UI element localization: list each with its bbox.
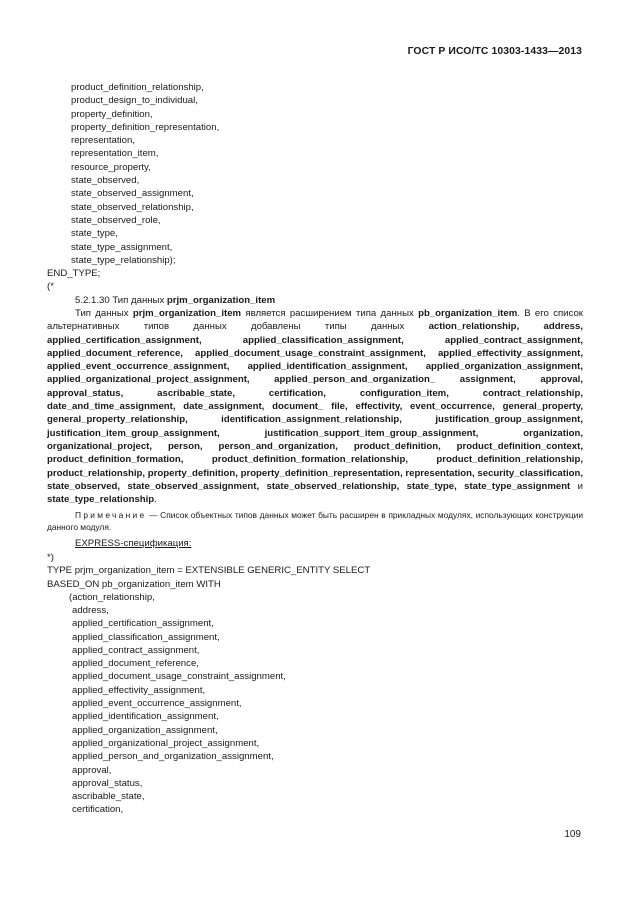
standard-header: ГОСТ Р ИСО/ТС 10303-1433—2013 [407,46,582,57]
list-item: applied_organizational_project_assignment, [72,737,260,749]
list-item: state_observed_relationship, [71,201,194,213]
list-item: representation, [71,135,135,147]
list-item: state_observed, [71,175,140,187]
end-type-line: END_TYPE; [47,268,101,280]
list-item: state_observed_assignment, [71,188,194,200]
select-list-bottom [72,604,286,817]
description-paragraph [47,307,583,506]
para-last-type: state_type_relationship [47,494,155,506]
list-item: certification, [72,804,124,816]
list-item: approval_status, [72,777,143,789]
select-list-top [47,81,219,294]
para-base-name: pb_organization_item [418,308,518,319]
list-item: applied_effectivity_assignment, [72,684,206,696]
list-item: applied_identification_assignment, [72,711,219,723]
section-number: 5.2.1.30 [75,295,110,306]
section-type-name: prjm_organization_item [166,295,276,306]
page-number: 109 [564,829,581,840]
list-item: product_definition_relationship, [71,82,204,93]
list-first-item: (action_relationship, [69,591,155,603]
express-declaration [47,551,370,604]
list-item: applied_organization_assignment, [72,724,218,736]
list-item: applied_person_and_organization_assignment, [72,751,274,763]
para-text: является расширением типа данных [245,308,414,319]
note-text: — Список объектных типов данных может быть расширен в прикладных модулях, использующих конструкции данного модуля. [47,510,584,532]
express-label: EXPRESS-спецификация: [75,538,192,549]
para-conj: и [577,480,583,492]
list-item: product_design_to_individual, [71,95,198,107]
list-item: state_type, [71,228,118,240]
comment-open-line: (* [47,281,54,293]
list-item: property_definition, [71,108,153,120]
para-type-name: prjm_organization_item [132,308,242,319]
list-item: applied_document_reference, [72,658,199,670]
comment-close-line: *) [47,552,54,563]
list-item: approval, [72,764,112,776]
list-item: applied_certification_assignment, [72,618,214,630]
list-item: applied_contract_assignment, [72,644,200,656]
list-item: state_type_relationship); [71,254,176,266]
section-heading [75,294,275,307]
type-declaration-line: TYPE prjm_organization_item = EXTENSIBLE GENERIC_ENTITY SELECT [47,565,371,577]
list-item: property_definition_representation, [71,121,220,133]
list-item: resource_property, [71,161,151,173]
para-text: Тип данных [75,308,129,319]
para-end: . [154,494,157,506]
note-label: Примечание [75,510,147,520]
list-item: ascribable_state, [72,791,145,803]
list-item: representation_item, [71,148,159,160]
based-on-line: BASED_ON pb_organization_item WITH [47,578,221,590]
list-item: applied_document_usage_constraint_assignment, [72,671,286,683]
list-item: state_observed_role, [71,214,161,226]
list-item: applied_event_occurrence_assignment, [72,698,242,710]
note-paragraph [47,509,583,533]
para-text: . В его список альтернативных типов данных добавлены типы данных [47,308,583,333]
section-prefix: Тип данных [112,295,165,306]
list-item: applied_classification_assignment, [72,631,220,643]
para-types-list: action_relationship, address, applied_certification_assignment, applied_classification_assignment, applied_contract_assignment, applied_document_reference, applied_document_usage_constraint_assignment, applied_effectivity_assignment, applied_event_occurrence_assignment, applied_identification_assignment, applied_organization_assignment, applied_organizational_project_assignment, applied_person_and_organization_ assignment, approval, approval_status, ascribable_state, certification, configuration_item, contract_relationship, date_and_time_assignment, date_assignment, document_ file, effectivity, event_occurrence, general_property, general_property_relationship, identification_assignment_relationship, justification_group_assignment, justification_item_group_assignment, justification_support_item_group_assignment, organization, organizational_project, person, person_and_organization, product_definition, product_definition_context, product_definition_formation, product_definition_formation_relationship, product_definition_relationship, product_relationship, property_definition, property_definition_representation, representation, security_classification, state_observed, state_observed_assignment, state_observed_relationship, state_type, state_type_assignment [47,321,583,492]
express-label-line [75,537,191,550]
list-item: state_type_assignment, [71,241,173,253]
list-item: address, [72,605,109,616]
